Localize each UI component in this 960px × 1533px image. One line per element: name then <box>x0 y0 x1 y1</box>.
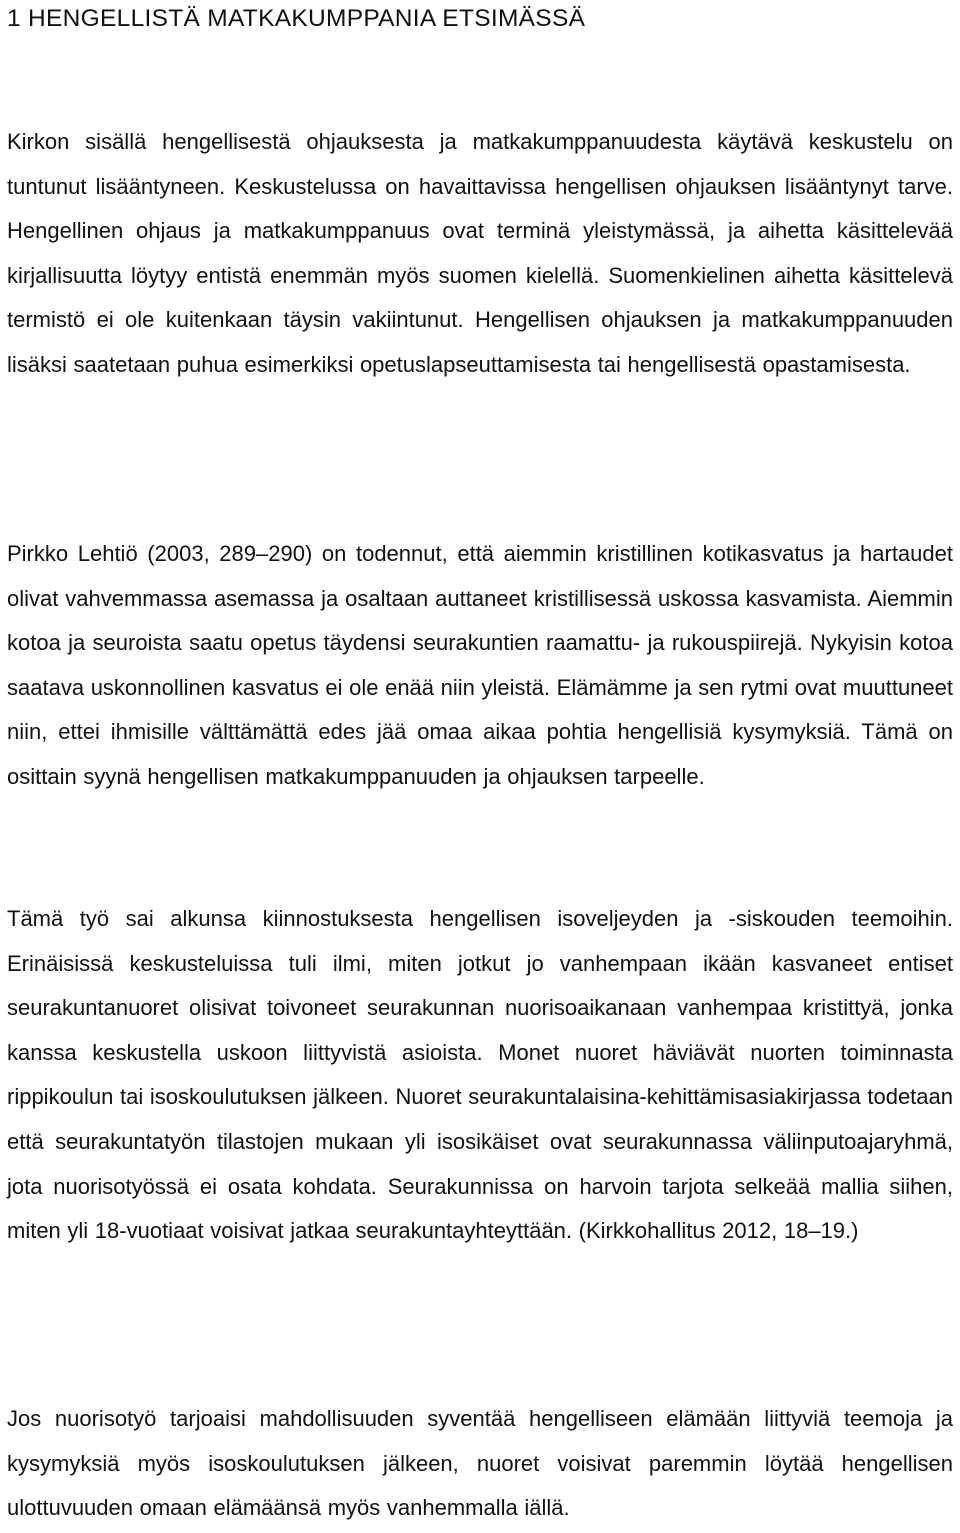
chapter-heading: 1 HENGELLISTÄ MATKAKUMPPANIA ETSIMÄSSÄ <box>7 5 586 32</box>
paragraph-background: Pirkko Lehtiö (2003, 289–290) on todennut, että aiemmin kristillinen kotikasvatus ja hartaudet olivat vahvemmassa asemassa ja osaltaan auttaneet kristillisessä uskossa kasvamista. Aiemmin kotoa ja seuroista saatu opetus täydensi seurakuntien raamattu- ja rukouspiirejä. Nykyisin kotoa saatava uskonnollinen kasvatus ei ole enää niin yleistä. Elämämme ja sen rytmi ovat muuttuneet niin, ettei ihmisille välttämättä edes jää omaa aikaa pohtia hengellisiä kysymyksiä. Tämä on osittain syynä hengellisen matkakumppanuuden ja ohjauksen tarpeelle. <box>7 541 953 789</box>
document-page <box>7 0 953 1521</box>
paragraph-intro: Kirkon sisällä hengellisestä ohjauksesta ja matkakumppanuudesta käytävä keskustelu on tuntunut lisääntyneen. Keskustelussa on havaittavissa hengellisen ohjauksen lisääntynyt tarve. Hengellinen ohjaus ja matkakumppanuus ovat terminä yleistymässä, ja aihetta käsittelevää kirjallisuutta löytyy entistä enemmän myös suomen kielellä. Suomenkielinen aihetta käsittelevä termistö ei ole kuitenkaan täysin vakiintunut. Hengellisen ohjauksen ja matkakumppanuuden lisäksi saatetaan puhua esimerkiksi opetuslapseuttamisesta tai hengellisestä opastamisesta. <box>7 129 953 377</box>
paragraph-conclusion: Jos nuorisotyö tarjoaisi mahdollisuuden syventää hengelliseen elämään liittyviä teemoja ja kysymyksiä myös isoskoulutuksen jälkeen, nuoret voisivat paremmin löytää hengellisen ulottuvuuden omaan elämäänsä myös vanhemmalla iällä. <box>7 1406 953 1521</box>
paragraph-motivation: Tämä työ sai alkunsa kiinnostuksesta hengellisen isoveljeyden ja -siskouden teemoihin. Erinäisissä keskusteluissa tuli ilmi, miten jotkut jo vanhempaan ikään kasvaneet entiset seurakuntanuoret olisivat toivoneet seurakunnan nuorisoaikanaan vanhempaa kristittyä, jonka kanssa keskustella uskoon liittyvistä asioista. Monet nuoret häviävät nuorten toiminnasta rippikoulun tai isoskoulutuksen jälkeen. Nuoret seurakuntalaisina-kehittämisasiakirjassa todetaan että seurakuntatyön tilastojen mukaan yli isosikäiset ovat seurakunnassa väliinputoajaryhmä, jota nuorisotyössä ei osata kohdata. Seurakunnissa on harvoin tarjota selkeää mallia siihen, miten yli 18-vuotiaat voisivat jatkaa seurakuntayhteyttään. (Kirkkohallitus 2012, 18–19.) <box>7 906 953 1244</box>
